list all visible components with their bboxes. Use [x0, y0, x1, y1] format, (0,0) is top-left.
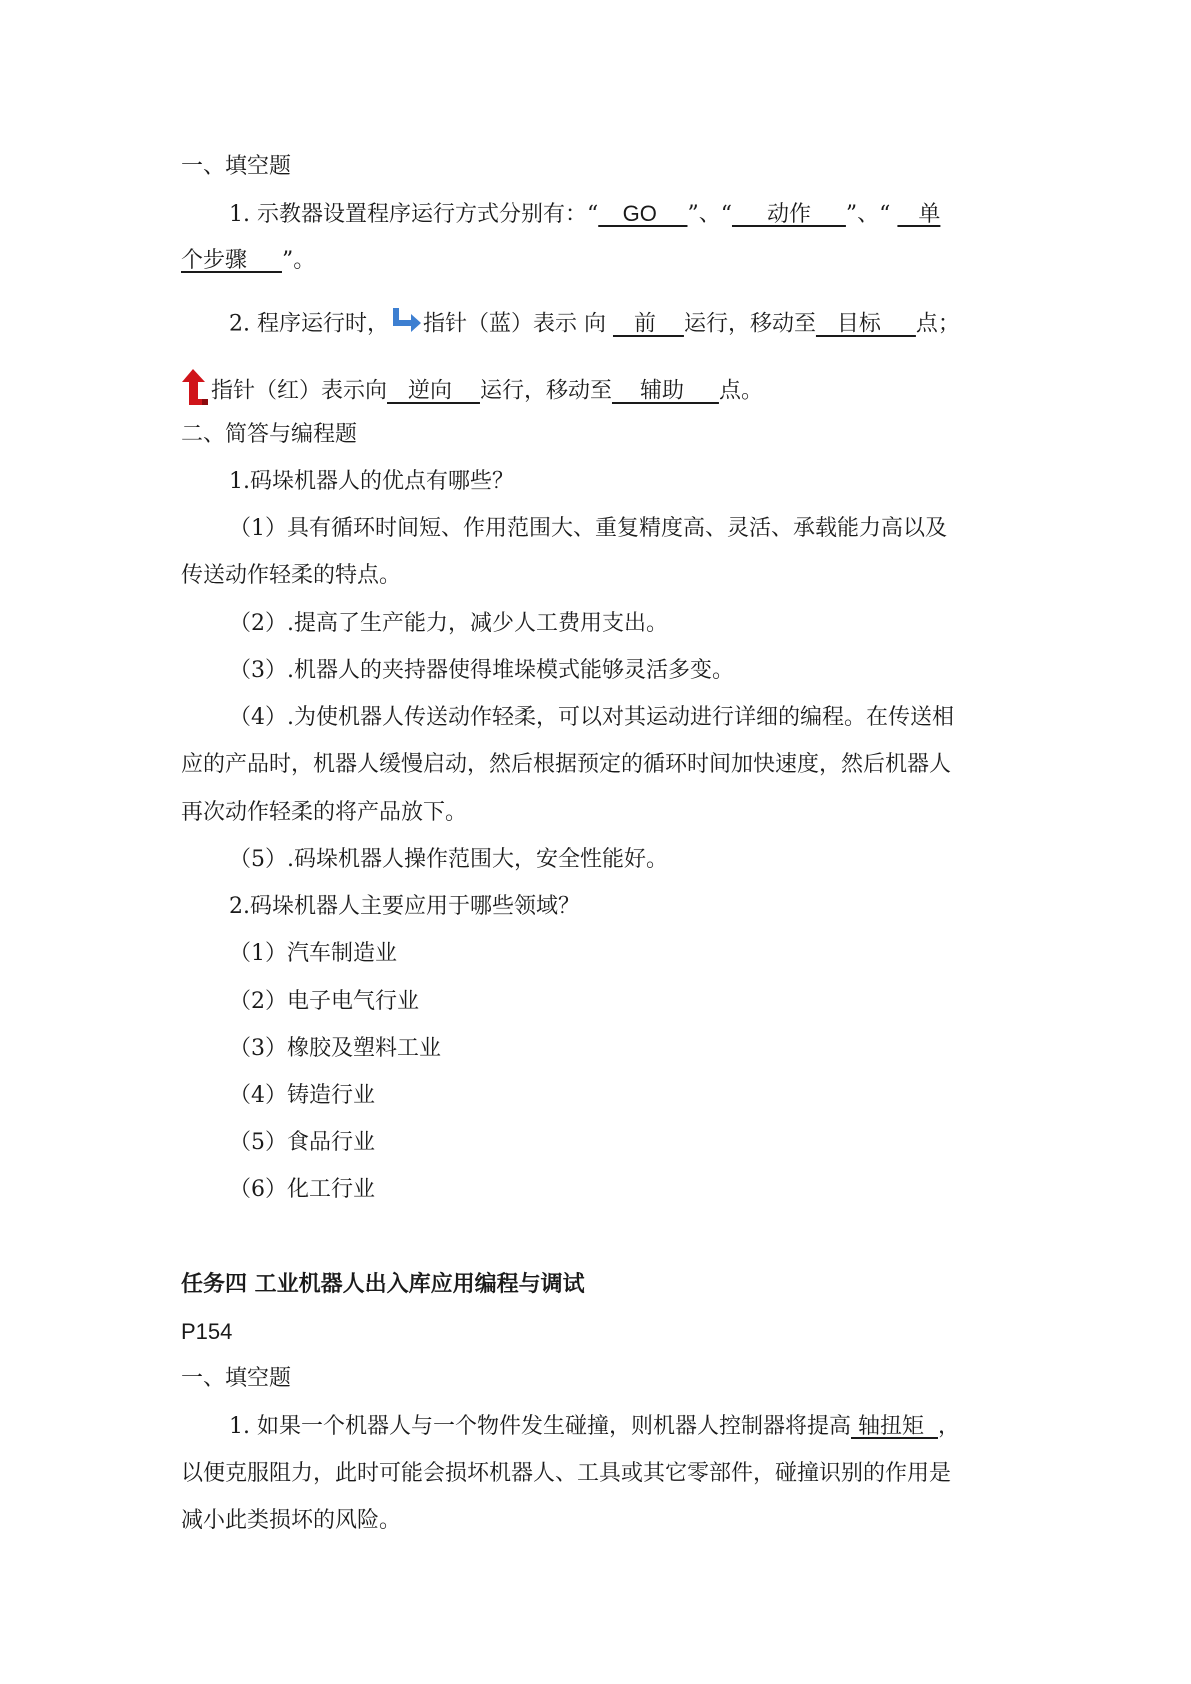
section3-heading: 一、填空题	[181, 1366, 292, 1391]
q2-text-b: 运行，移动至	[683, 311, 816, 337]
question-2-line1	[229, 306, 960, 343]
q2-blank-target: 目标	[815, 311, 916, 337]
q1-blank-step: 个步骤	[181, 248, 282, 273]
q2-text-f: 点。	[718, 378, 763, 404]
sa2-item: （3）橡胶及塑料工业	[229, 1036, 441, 1061]
sa2-item: （6）化工行业	[229, 1177, 375, 1202]
q2-blank-forward: 前	[612, 311, 684, 337]
q2-text-a: 指针（蓝）表示 向	[422, 311, 613, 337]
sa1-answer-1-line2: 传送动作轻柔的特点。	[181, 563, 402, 588]
blue-forward-arrow-icon	[389, 306, 423, 343]
sa1-answer-1-line1: （1）具有循环时间短、作用范围大、重复精度高、灵活、承载能力高以及	[229, 516, 947, 541]
q1-blank-action: 动作	[731, 202, 846, 227]
sa2-item: （2）电子电气行业	[229, 989, 419, 1014]
sa2-item: （4）铸造行业	[229, 1083, 375, 1108]
q1-suffix: ”。	[281, 248, 316, 273]
sa1-question: 1.码垛机器人的优点有哪些？	[229, 469, 514, 494]
question-2-line2	[181, 369, 763, 414]
sa1-answer-4-line3: 再次动作轻柔的将产品放下。	[181, 800, 468, 825]
sa2-item: （5）食品行业	[229, 1130, 375, 1155]
sa1-answer-3: （3）.机器人的夹持器使得堆垛模式能够灵活多变。	[229, 658, 734, 683]
question-3-line2: 以便克服阻力，此时可能会损坏机器人、工具或其它零部件，碰撞识别的作用是	[181, 1461, 952, 1486]
q2-text-e: 运行，移动至	[479, 378, 612, 404]
q3-blank-torque: 轴扭矩	[851, 1414, 938, 1439]
sa1-answer-5: （5）.码垛机器人操作范围大，安全性能好。	[229, 847, 668, 872]
section2-heading: 二、简答与编程题	[181, 422, 358, 447]
sa1-answer-2: （2）.提高了生产能力，减少人工费用支出。	[229, 611, 668, 636]
question-3-line1	[229, 1412, 960, 1442]
sa2-item: （1）汽车制造业	[229, 941, 397, 966]
question-3-line3: 减小此类损坏的风险。	[181, 1508, 402, 1533]
q3-prefix: 1. 如果一个机器人与一个物件发生碰撞，则机器人控制器将提高	[229, 1414, 851, 1439]
q2-blank-aux: 辅助	[611, 378, 719, 404]
q2-text-c: 点；	[915, 311, 960, 337]
q1-blank-single: 单	[897, 202, 941, 227]
q2-text-d: 指针（红）表示向	[211, 378, 388, 404]
page-reference: P154	[181, 1319, 233, 1344]
q3-suffix: ，	[937, 1414, 960, 1439]
q1-prefix: 1. 示教器设置程序运行方式分别有：“	[229, 202, 599, 227]
sa2-question: 2.码垛机器人主要应用于哪些领域？	[229, 894, 580, 919]
question-1-line2	[181, 246, 315, 276]
section1-heading: 一、填空题	[181, 154, 292, 179]
q2-blank-reverse: 逆向	[387, 378, 480, 404]
red-up-arrow-icon	[181, 369, 211, 414]
q1-blank-go: GO	[598, 201, 688, 226]
question-1-line1	[229, 199, 940, 230]
q2-prefix: 2. 程序运行时，	[229, 311, 389, 337]
q1-sep2: ”、“	[845, 202, 898, 227]
sa1-answer-4-line1: （4）.为使机器人传送动作轻柔，可以对其运动进行详细的编程。在传送相	[229, 705, 954, 730]
sa1-answer-4-line2: 应的产品时，机器人缓慢启动，然后根据预定的循环时间加快速度，然后机器人	[181, 752, 952, 777]
task4-title: 任务四 工业机器人出入库应用编程与调试	[181, 1272, 585, 1297]
q1-sep1: ”、“	[687, 202, 732, 227]
